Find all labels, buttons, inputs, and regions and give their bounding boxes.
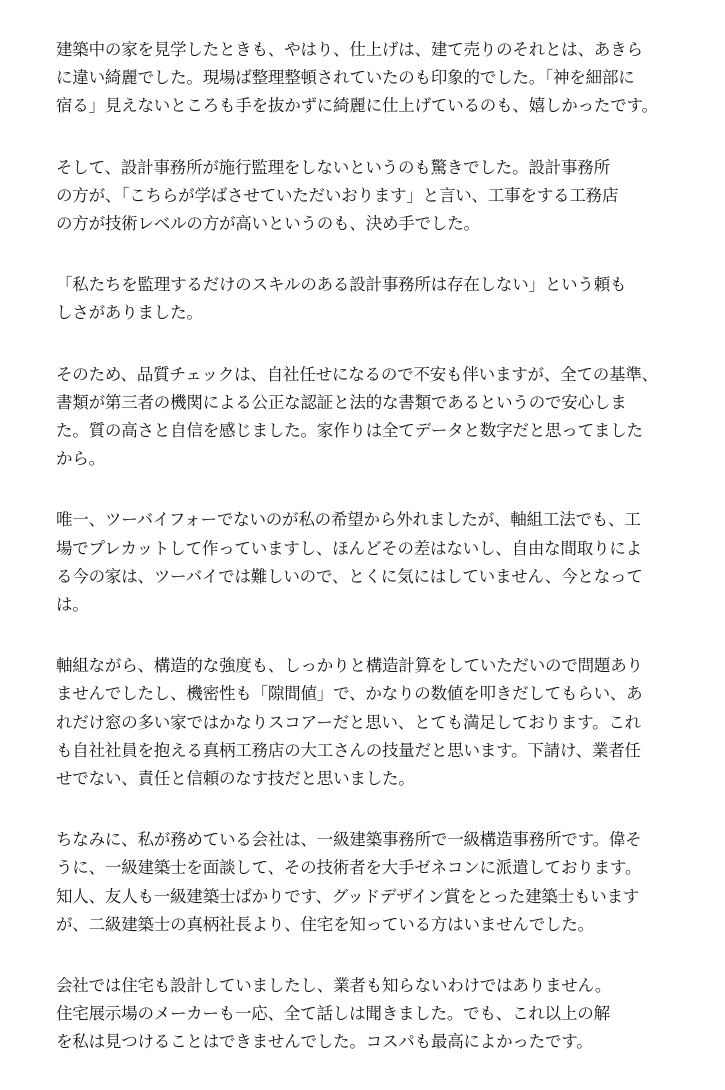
paragraph-4	[56, 361, 696, 474]
text-line: 会社では住宅も設計していましたし、業者も知らないわけではありません。	[56, 976, 612, 996]
text-line: から。	[56, 449, 105, 469]
text-line: 書類が第三者の機関による公正な認証と法的な書類であるというので安心しま	[56, 392, 627, 412]
text-line: そのため、品質チェックは、自社任せになるので不安も伴いますが、全ての基準、	[56, 364, 658, 384]
text-line: が、二級建築士の真柄社長より、住宅を知っている方はいませんでした。	[56, 914, 594, 934]
paragraph-2	[56, 154, 696, 239]
text-line: る今の家は、ツーバイでは難しいので、とくに気にはしていません、今となって	[56, 566, 643, 586]
paragraph-3	[56, 271, 696, 327]
text-line: 知人、友人も一級建築士ばかりです、グッドデザイン賞をとった建築士もいます	[56, 886, 640, 906]
text-line: 場でプレカットして作っていますし、ほんどその差はないし、自由な間取りによ	[56, 538, 642, 558]
text-line: に違い綺麗でした。現場ば整理整頓されていたのも印象的でした。「神を細部に	[56, 68, 635, 88]
document-page	[56, 36, 696, 1090]
text-line: 唯一、ツーバイフォーでないのが私の希望から外れましたが、軸組工法でも、工	[56, 510, 641, 530]
text-line: 住宅展示場のメーカーも一応、全て話しは聞きました。でも、これ以上の解	[56, 1004, 610, 1024]
text-line: 「私たちを監理するだけのスキルのある設計事務所は存在しない」という頼も	[56, 275, 627, 295]
text-line: そして、設計事務所が施行監理をしないというのも驚きでした。設計事務所	[56, 157, 610, 177]
paragraph-6	[56, 652, 696, 793]
text-line: 建築中の家を見学したときも、やはり、仕上げは、建て売りのそれとは、あきら	[56, 40, 643, 59]
text-line: しさがありました。	[56, 303, 203, 323]
text-line: も自社社員を抱える真柄工務店の大工さんの技量だと思います。下請け、業者任	[56, 740, 641, 760]
text-line: の方が技術レベルの方が高いというのも、決め手でした。	[56, 214, 480, 234]
text-line: た。質の高さと自信を感じました。家作りは全てデータと数字だと思ってました	[56, 421, 643, 441]
text-line: ませんでしたし、機密性も「隙間値」で、かなりの数値を叩きだしてもらい、あ	[56, 684, 643, 704]
text-line: ちなみに、私が務めている会社は、一級建築事務所で一級構造事務所です。偉そ	[56, 830, 642, 850]
paragraph-7	[56, 826, 696, 939]
text-line: を私は見つけることはできませんでした。コスパも最高によかったです。	[56, 1032, 593, 1052]
paragraph-8	[56, 972, 696, 1057]
text-line: の方が、「こちらが学ばさせていただいおります」と言い、工事をする工務店	[56, 185, 619, 205]
text-line: せでない、責任と信頼のなす技だと思いました。	[56, 769, 415, 789]
text-line: は。	[56, 595, 89, 615]
text-line: れだけ窓の多い家ではかなりスコアーだと思い、とても満足しております。これ	[56, 712, 641, 732]
text-line: 宿る」見えないところも手を抜かずに綺麗に仕上げているのも、嬉しかったです。	[56, 96, 658, 116]
text-line: うに、一級建築士を面談して、その技術者を大手ゼネコンに派遣しております。	[56, 858, 642, 878]
text-line: 軸組ながら、構造的な強度も、しっかりと構造計算をしていただいので問題あり	[56, 656, 643, 676]
paragraph-1	[56, 36, 696, 121]
paragraph-5	[56, 506, 696, 619]
